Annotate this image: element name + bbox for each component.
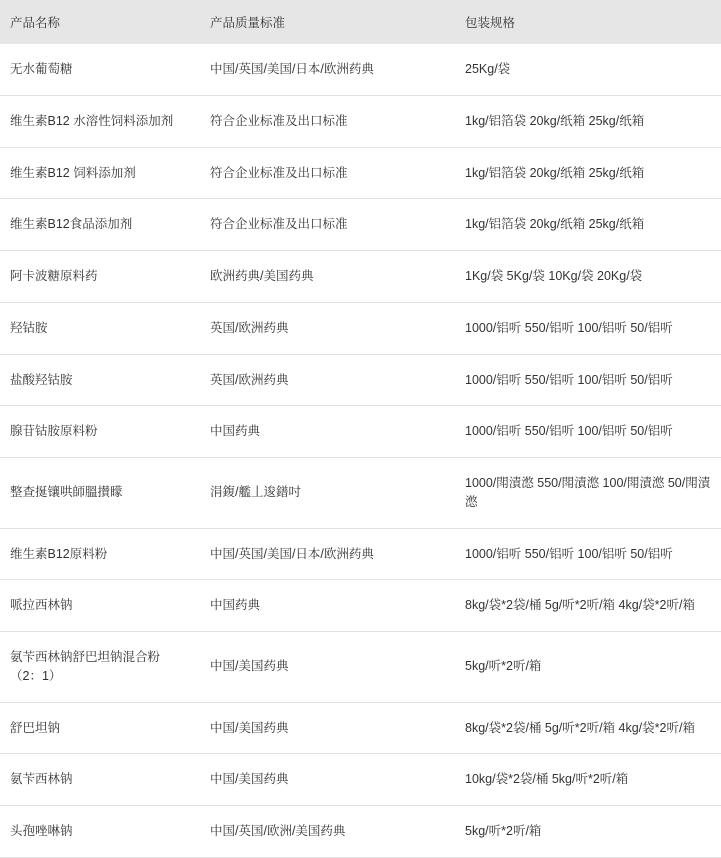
cell-product-name: 盐酸羟钴胺 [0, 354, 200, 406]
cell-product-name: 维生素B12 饲料添加剂 [0, 147, 200, 199]
table-body [0, 44, 721, 857]
table-row [0, 44, 721, 95]
table-row [0, 528, 721, 580]
cell-packing-spec: 1000/铝听 550/铝听 100/铝听 50/铝听 [455, 406, 721, 458]
cell-quality-standard: 符合企业标准及出口标准 [200, 199, 455, 251]
table-row [0, 251, 721, 303]
cell-quality-standard: 符合企业标准及出口标准 [200, 95, 455, 147]
cell-quality-standard: 中国/英国/美国/日本/欧洲药典 [200, 528, 455, 580]
cell-product-name: 哌拉西林钠 [0, 580, 200, 632]
cell-quality-standard: 涓鍑/艦丄逡鐠吋 [200, 458, 455, 529]
cell-packing-spec: 25Kg/袋 [455, 44, 721, 95]
cell-packing-spec: 8kg/袋*2袋/桶 5g/听*2听/箱 4kg/袋*2听/箱 [455, 580, 721, 632]
table-row [0, 354, 721, 406]
cell-product-name: 整查挻镶哄師膃攅矇 [0, 458, 200, 529]
cell-packing-spec: 5kg/听*2听/箱 [455, 806, 721, 858]
cell-packing-spec: 1kg/铝箔袋 20kg/纸箱 25kg/纸箱 [455, 95, 721, 147]
cell-packing-spec: 1000/铝听 550/铝听 100/铝听 50/铝听 [455, 528, 721, 580]
column-header-packing-spec: 包装规格 [455, 0, 721, 44]
cell-product-name: 氨苄西林钠舒巴坦钠混合粉（2：1） [0, 632, 200, 703]
table-row [0, 458, 721, 529]
table-header-row [0, 0, 721, 44]
cell-product-name: 维生素B12食品添加剂 [0, 199, 200, 251]
cell-packing-spec: 1000/铝听 550/铝听 100/铝听 50/铝听 [455, 302, 721, 354]
table-row [0, 754, 721, 806]
cell-product-name: 舒巴坦钠 [0, 702, 200, 754]
table-row [0, 199, 721, 251]
cell-quality-standard: 中国/美国药典 [200, 702, 455, 754]
column-header-quality-standard: 产品质量标准 [200, 0, 455, 44]
cell-quality-standard: 中国/美国药典 [200, 754, 455, 806]
cell-product-name: 维生素B12原料粉 [0, 528, 200, 580]
table-row [0, 406, 721, 458]
table-row [0, 632, 721, 703]
cell-product-name: 头孢唑啉钠 [0, 806, 200, 858]
cell-quality-standard: 中国药典 [200, 580, 455, 632]
cell-packing-spec: 1000/閗漬滺 550/閗漬滺 100/閗漬滺 50/閗漬滺 [455, 458, 721, 529]
cell-packing-spec: 1kg/铝箔袋 20kg/纸箱 25kg/纸箱 [455, 147, 721, 199]
cell-product-name: 羟钴胺 [0, 302, 200, 354]
cell-packing-spec: 5kg/听*2听/箱 [455, 632, 721, 703]
cell-packing-spec: 8kg/袋*2袋/桶 5g/听*2听/箱 4kg/袋*2听/箱 [455, 702, 721, 754]
table-row [0, 147, 721, 199]
cell-product-name: 无水葡萄糖 [0, 44, 200, 95]
cell-packing-spec: 1Kg/袋 5Kg/袋 10Kg/袋 20Kg/袋 [455, 251, 721, 303]
table-row [0, 580, 721, 632]
cell-packing-spec: 1000/铝听 550/铝听 100/铝听 50/铝听 [455, 354, 721, 406]
table-row [0, 806, 721, 858]
cell-quality-standard: 中国/美国药典 [200, 632, 455, 703]
cell-product-name: 维生素B12 水溶性饲料添加剂 [0, 95, 200, 147]
cell-product-name: 腺苷钴胺原料粉 [0, 406, 200, 458]
table-row [0, 95, 721, 147]
cell-product-name: 氨苄西林钠 [0, 754, 200, 806]
table-row [0, 302, 721, 354]
cell-quality-standard: 英国/欧洲药典 [200, 302, 455, 354]
cell-quality-standard: 中国药典 [200, 406, 455, 458]
cell-quality-standard: 欧洲药典/美国药典 [200, 251, 455, 303]
cell-packing-spec: 10kg/袋*2袋/桶 5kg/听*2听/箱 [455, 754, 721, 806]
cell-quality-standard: 中国/英国/美国/日本/欧洲药典 [200, 44, 455, 95]
table-header [0, 0, 721, 44]
cell-quality-standard: 英国/欧洲药典 [200, 354, 455, 406]
cell-packing-spec: 1kg/铝箔袋 20kg/纸箱 25kg/纸箱 [455, 199, 721, 251]
cell-product-name: 阿卡波糖原料药 [0, 251, 200, 303]
table-row [0, 702, 721, 754]
cell-quality-standard: 中国/英国/欧洲/美国药典 [200, 806, 455, 858]
column-header-product-name: 产品名称 [0, 0, 200, 44]
cell-quality-standard: 符合企业标准及出口标准 [200, 147, 455, 199]
